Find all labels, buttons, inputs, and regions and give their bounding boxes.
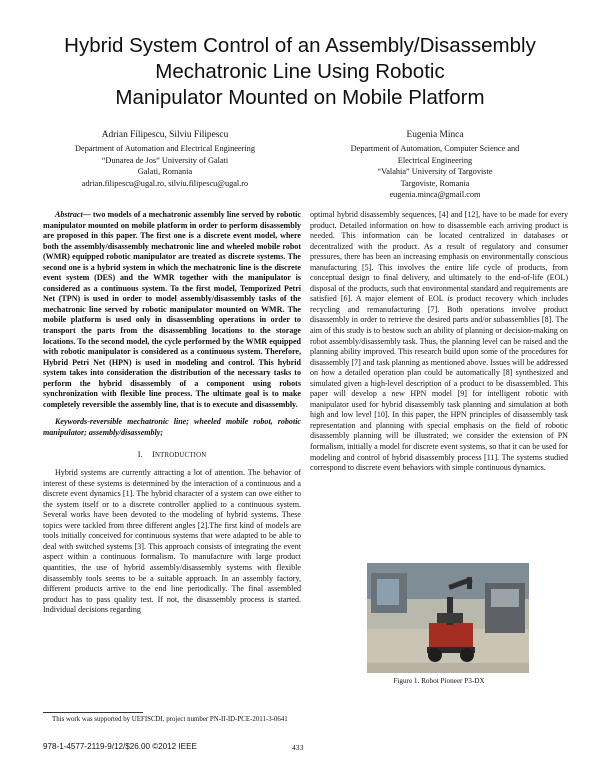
body-paragraph: optimal hybrid disassembly sequences, [4] and [12], have to be made for every product. Detailed information on how to disassemble each arriving product is needed. This information can be located centralized in databases or decentralized with the product. As a result of regulatory and consumer pressures, there has been an increasing emphasis on environmentally conscious manufacturing [5]. This involves the entire life cycle of products, from conceptual design to final delivery, and ultimately to the end-of-life (EOL) disposal of the products, such that environmental standard and requirements are satisfied [6]. A major element of EOL is product recovery which includes recycling and remanufacturing [7]. Both operations involve product disassembly in order to retrieve the desired parts and/or subassemblies [8]. The aim of this study is to bestow such an ability of planning or decision-making on robot assembly/disassembly task. Thus, the planning level can be raised and the planning ability improved. This research build upon some of the procedures for disassembly [7] and task planning as mentioned above. Issues will be addressed on how a detailed operation plan could be automatically [8] synthesized and simulated given a high-level description of a product to be disassembled. This paper will develop a new HPN model [9] for intelligent robotic with manipulator used for hybrid disassembly task planning and simulation at both high and low level [10]. In this paper, the HPN principles of disassembly task representation and planning with special emphasis on the field of robotic disassembly planning will be illustrated; we consider the extension of PN formalism, initially a model for discrete event systems, so that it can be used for modeling and control of hybrid disassembly process [11]. The systems studied correspond to discrete event behaviors with simple continuous dynamics. <box>310 210 568 473</box>
abstract-label: Abstract <box>55 210 83 219</box>
section-title-rest: NTRODUCTION <box>155 452 207 460</box>
robot-photo <box>367 563 529 673</box>
author-block-right <box>300 129 570 201</box>
author-city: Targoviste, Romania <box>400 178 470 188</box>
figure-caption: Figure 1. Robot Pioneer P3-DX <box>393 677 485 685</box>
author-email[interactable]: adrian.filipescu@ugal.ro, silviu.filipescu@ugal.ro <box>81 178 249 188</box>
introduction-paragraph: Hybrid systems are currently attracting a lot of attention. The behavior of interest of these systems is determined by the interaction of a continuous and a discrete event dynamics [1]. The hybrid character of a system can owe either to the system itself or to a discrete controller applied to a continuous system. Several works have been devoted to the modeling of hybrid systems. These topics were tackled from three different angles [2].The first kind of models are tools initially conceived for continuous systems that were adapted to be able to deal with switched systems [3]. This approach consists of integrating the event aspect within a continuous formalism. To manufacture with large product quantities, the use of hybrid assembly/disassembly systems with flexible disassembly tools seems to be a suitable approach. In an assembly factory, different products arrive to the end line periodically. The final assembled product has to pass quality test. If not, the disassembly process is started. Individual decisions regarding <box>43 468 301 615</box>
abstract-text: — two models of a mechatronic assembly line served by robotic manipulator mounted on mobile platform in order to perform disassembly are proposed in this paper. The first one is a discrete event model, where both the assembly/disassembly mechatronic line and wheeled mobile robot (WMR) equipped robotic manipulator are treated as discrete systems. The second one is a hybrid system in which the mechatronic line is the discrete event system (DES) and the WMR together with the manipulator is considered as a continuous system. To the first model, Temporized Petri Net (TPN) is used in order to model assembly/disassembly tasks of the mechatronic line served by robotic manipulator mounted on WMR. The mobile platform is used only in disassembling operations in order to transport the parts from the disassembling locations to the storage locations. To the second model, the cycle performed by the WMR equipped with robotic manipulator is considered as a continuous system. Therefore, Hybrid Petri Net (HPN) is used in modeling and control. This hybrid system takes into consideration the distribution of the necessary tasks to perform the hybrid disassembly of a component using robots synchronization with flexible line process. The ultimate goal is to make completely reversible the assembly line, that is to execute and disassembly. <box>43 210 301 409</box>
funding-footnote: This work was supported by UEFISCDI, project number PN-II-ID-PCE-2011-3-0641 <box>52 716 288 723</box>
author-department-cont: Electrical Engineering <box>397 155 473 165</box>
author-email[interactable]: eugenia.minca@gmail.com <box>389 190 481 200</box>
page-number: 433 <box>292 743 304 752</box>
author-block-left <box>30 129 300 189</box>
author-university: “Valahia” University of Targoviste <box>377 167 493 177</box>
left-column <box>43 210 301 616</box>
copyright-line: 978-1-4577-2119-9/12/$26.00 ©2012 IEEE <box>43 742 197 751</box>
author-names: Eugenia Minca <box>406 130 464 140</box>
title-line-1: Hybrid System Control of an Assembly/Disassembly <box>64 34 536 57</box>
footnote-divider <box>43 712 143 713</box>
paper-title <box>30 33 570 111</box>
author-department: Department of Automation, Computer Science and <box>350 144 520 153</box>
author-department: Department of Automation and Electrical Engineering <box>75 144 255 153</box>
section-number: I. <box>137 450 143 460</box>
keywords: Keywords-reversible mechatronic line; wheeled mobile robot, robotic manipulator; assembly/disassembly; <box>43 417 301 437</box>
title-line-3: Manipulator Mounted on Mobile Platform <box>115 86 485 109</box>
robot-photo-illustration <box>367 563 529 673</box>
abstract <box>43 210 301 410</box>
author-city: Galati, Romania <box>137 167 193 177</box>
author-university: “Dunarea de Jos” University of Galati <box>101 155 229 165</box>
author-names: Adrian Filipescu, Silviu Filipescu <box>101 130 229 140</box>
right-column <box>310 210 568 474</box>
section-heading-introduction <box>43 450 301 462</box>
title-line-2: Mechatronic Line Using Robotic <box>155 60 445 83</box>
section-title-initial: I <box>152 450 156 460</box>
